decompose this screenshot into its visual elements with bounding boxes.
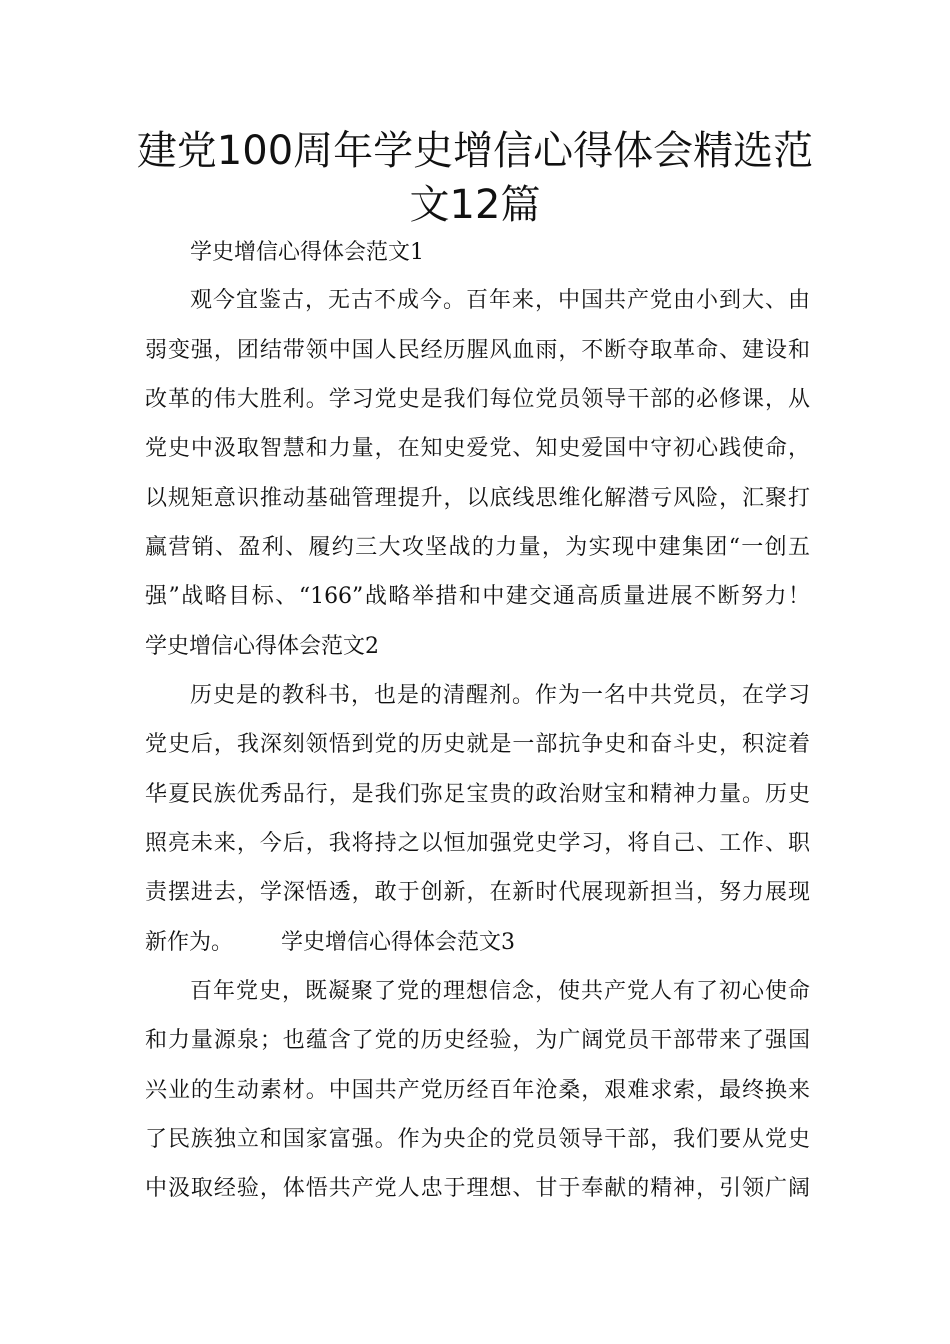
paragraph-line: 和力量源泉；也蕴含了党的历史经验，为广阔党员干部带来了强国 [145, 1028, 810, 1053]
paragraph-line: 以规矩意识推动基础管理提升，以底线思维化解潜亏风险，汇聚打 [145, 486, 810, 511]
section-heading-1: 学史增信心得体会范文1 [190, 240, 424, 265]
paragraph-line: 照亮未来，今后，我将持之以恒加强党史学习，将自己、工作、职 [145, 831, 810, 856]
section-heading-2: 学史增信心得体会范文2 [145, 634, 379, 659]
paragraph-line: 赢营销、盈利、履约三大攻坚战的力量，为实现中建集团“一创五 [145, 535, 810, 560]
paragraph-line: 改革的伟大胜利。学习党史是我们每位党员领导干部的必修课，从 [145, 387, 810, 412]
paragraph-line: 历史是的教科书，也是的清醒剂。作为一名中共党员，在学习 [190, 683, 810, 708]
paragraph-line: 党史后，我深刻领悟到党的历史就是一部抗争史和奋斗史，积淀着 [145, 732, 810, 757]
paragraph-line [145, 928, 810, 958]
title-line-2: 文12篇 [409, 182, 541, 228]
section-heading-3: 学史增信心得体会范文3 [281, 930, 516, 955]
paragraph-line: 兴业的生动素材。中国共产党历经百年沧桑，艰难求索，最终换来 [145, 1078, 810, 1103]
title-line-1: 建党100周年学史增信心得体会精选范 [136, 128, 814, 174]
paragraph-line: 党史中汲取智慧和力量，在知史爱党、知史爱国中守初心践使命， [145, 436, 810, 461]
paragraph-line: 中汲取经验，体悟共产党人忠于理想、甘于奉献的精神，引领广阔 [145, 1176, 810, 1201]
paragraph-line: 弱变强，团结带领中国人民经历腥风血雨，不断夺取革命、建设和 [145, 338, 810, 363]
paragraph-line: 了民族独立和国家富强。作为央企的党员领导干部，我们要从党史 [145, 1127, 810, 1152]
paragraph-line: 华夏民族优秀品行，是我们弥足宝贵的政治财宝和精神力量。历史 [145, 782, 810, 807]
paragraph-end: 新作为。 [145, 930, 234, 955]
paragraph-line: 百年党史，既凝聚了党的理想信念，使共产党人有了初心使命 [190, 979, 810, 1004]
paragraph-line: 强”战略目标、“166”战略举措和中建交通高质量进展不断努力！ [145, 584, 810, 609]
document-title [120, 124, 830, 232]
paragraph-line: 观今宜鉴古，无古不成今。百年来，中国共产党由小到大、由 [190, 288, 810, 313]
paragraph-line: 责摆进去，学深悟透，敢于创新，在新时代展现新担当，努力展现 [145, 880, 810, 905]
